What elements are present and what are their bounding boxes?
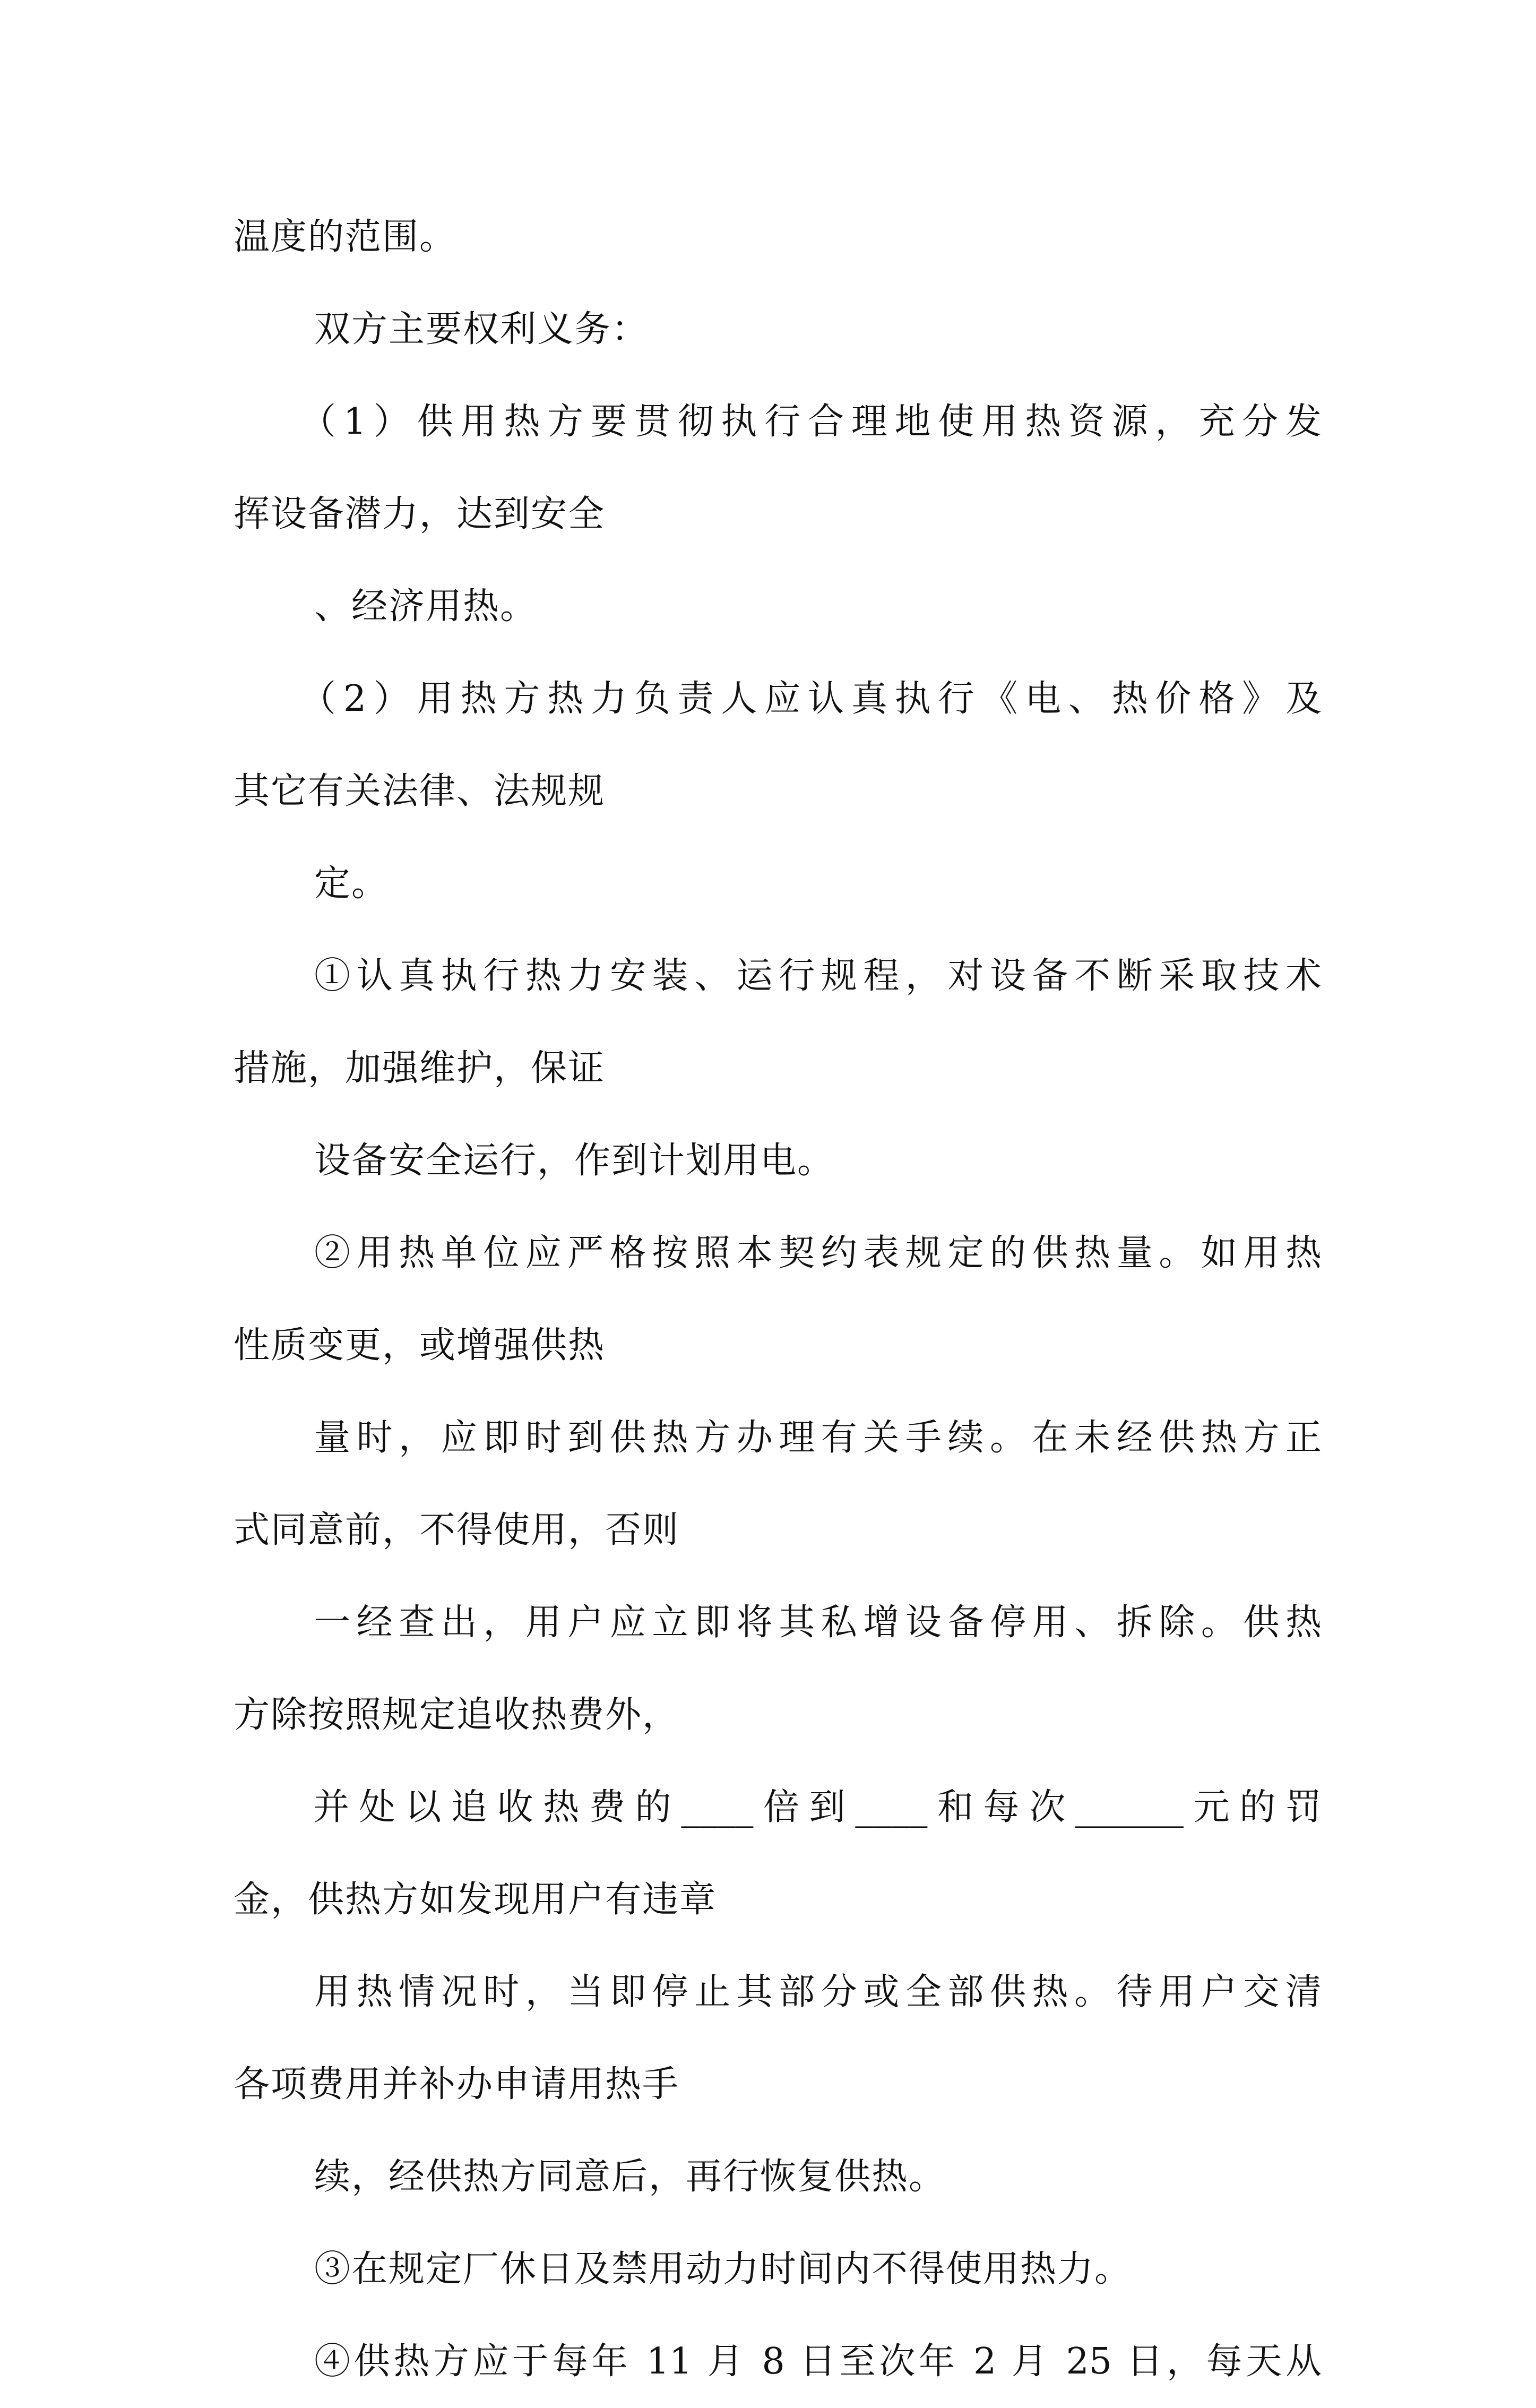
text-line: 各项费用并补办申请用热手	[234, 2063, 680, 2105]
text-line: ④供热方应于每年 11 月 8 日至次年 2 月 25 日，每天从	[314, 2341, 1322, 2383]
text-line: （2）用热方热力负责人应认真执行《电、热价格》及	[300, 678, 1322, 720]
text-line: ①认真执行热力安装、运行规程，对设备不断采取技术	[314, 955, 1322, 997]
text-line: 一经查出，用户应立即将其私增设备停用、拆除。供热	[314, 1602, 1322, 1644]
text-line: 设备安全运行，作到计划用电。	[314, 1140, 835, 1182]
text-line: 续，经供热方同意后，再行恢复供热。	[314, 2156, 946, 2198]
text-line: 定。	[314, 863, 389, 905]
text-line: 金，供热方如发现用户有违章	[234, 1879, 717, 1921]
text-line: 性质变更，或增强供热	[234, 1325, 606, 1366]
text-line: 量时，应即时到供热方办理有关手续。在未经供热方正	[314, 1417, 1322, 1459]
text-line: （1）供用热方要贯彻执行合理地使用热资源，充分发	[300, 401, 1322, 443]
text-line: ②用热单位应严格按照本契约表规定的供热量。如用热	[314, 1232, 1322, 1274]
text-line: 措施，加强维护，保证	[234, 1047, 606, 1089]
text-line: 用热情况时，当即停止其部分或全部供热。待用户交清	[314, 1971, 1322, 2013]
text-line: 挥设备潜力，达到安全	[234, 493, 606, 535]
text-line: 其它有关法律、法规规	[234, 770, 606, 812]
text-line: ③在规定厂休日及禁用动力时间内不得使用热力。	[314, 2248, 1132, 2290]
text-line: 方除按照规定追收热费外，	[234, 1694, 680, 1736]
text-line: 式同意前，不得使用，否则	[234, 1509, 680, 1551]
text-line: 温度的范围。	[234, 216, 457, 258]
text-line: 并处以追收热费的____倍到____和每次______元的罚	[313, 1786, 1322, 1828]
text-line: 双方主要权利义务：	[314, 308, 649, 350]
document-body	[234, 191, 1322, 2408]
text-line: 、经济用热。	[314, 586, 538, 627]
